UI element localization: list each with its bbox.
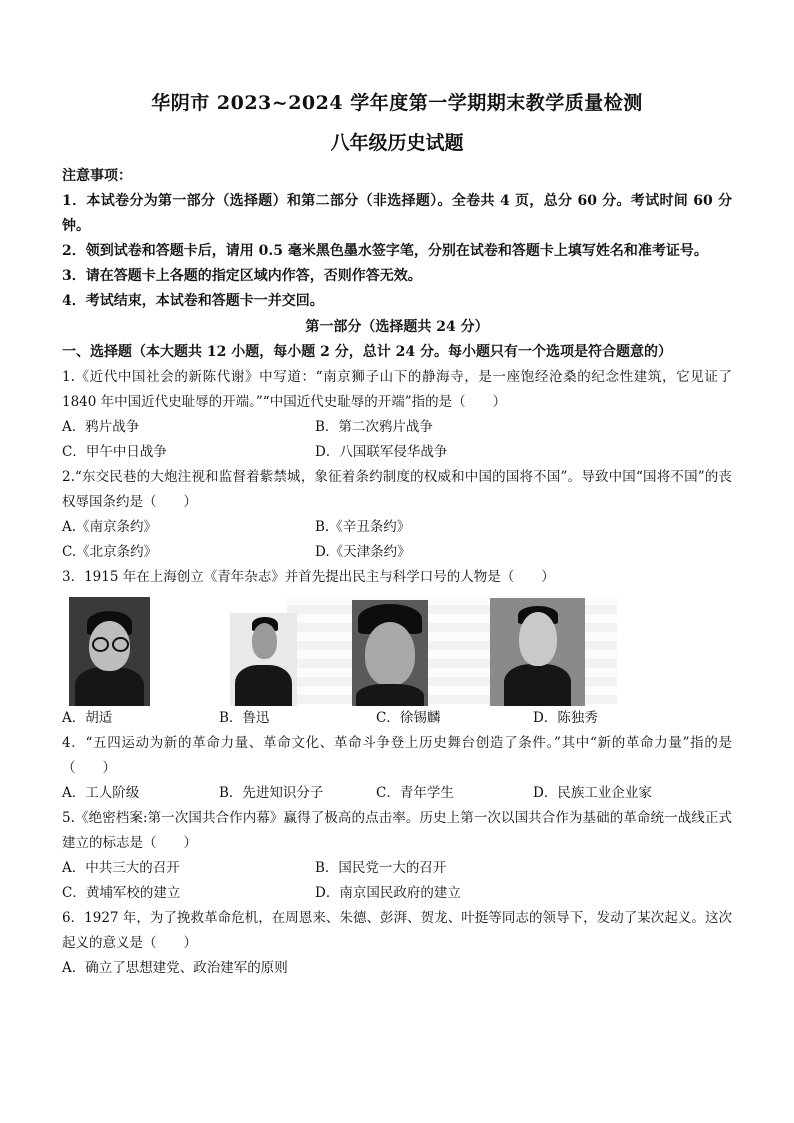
exam-subtitle: 八年级历史试题 — [330, 132, 464, 154]
question-2-stem: 2.“东交民巷的大炮注视和监督着紫禁城，象征着条约制度的权威和中国的国将不国”。导致中国“国将不国”的丧权辱国条约是（ ） — [62, 469, 732, 510]
option-c: C．徐锡麟 — [376, 710, 441, 726]
option-d: D．八国联军侵华战争 — [315, 444, 448, 460]
note-item: 1．本试卷分为第一部分（选择题）和第二部分（非选择题）。全卷共 4 页，总分 60 分。考试时间 60 分钟。 — [62, 193, 732, 234]
option-c: C．甲午中日战争 — [62, 444, 167, 460]
portrait-photo-a — [69, 597, 150, 706]
question-4-stem: 4．“五四运动为新的革命力量、革命文化、革命斗争登上历史舞台创造了条件。”其中“新的革命力量”指的是（ ） — [62, 735, 732, 776]
option-b: B．国民党一大的召开 — [315, 860, 447, 876]
option-c: C．青年学生 — [376, 785, 454, 801]
portrait-photo-d — [490, 598, 585, 706]
question-6-stem: 6．1927 年，为了挽救革命危机，在周恩来、朱德、彭湃、贺龙、叶挺等同志的领导下，发动了某次起义。这次起义的意义是（ ） — [62, 910, 732, 951]
option-a: A．鸦片战争 — [62, 419, 140, 435]
question-2-options — [62, 515, 732, 565]
portrait-photos — [62, 594, 732, 706]
question-1-stem: 1.《近代中国社会的新陈代谢》中写道：“南京狮子山下的静海寺，是一座饱经沧桑的纪念性建筑，它见证了 1840 年中国近代史耻辱的开端。”“中国近代史耻辱的开端”指的是（ ） — [62, 369, 732, 410]
option-b: B.《辛丑条约》 — [315, 519, 411, 535]
question-4-options — [62, 781, 732, 806]
option-a: A．中共三大的召开 — [62, 860, 180, 876]
option-d: D．陈独秀 — [533, 710, 598, 726]
option-a: A．胡适 — [62, 710, 113, 726]
option-c: C.《北京条约》 — [62, 544, 158, 560]
option-a: A．工人阶级 — [62, 785, 140, 801]
question-6-options — [62, 956, 732, 981]
note-item: 3．请在答题卡上各题的指定区域内作答，否则作答无效。 — [62, 268, 422, 284]
section-heading: 一、选择题（本大题共 12 小题，每小题 2 分，总计 24 分。每小题只有一个选项是符合题意的） — [62, 344, 672, 360]
part1-heading: 第一部分（选择题共 24 分） — [305, 319, 489, 335]
question-1-options — [62, 415, 732, 465]
notes-heading: 注意事项： — [62, 168, 132, 184]
question-5-options — [62, 856, 732, 906]
note-item: 4．考试结束，本试卷和答题卡一并交回。 — [62, 293, 324, 309]
option-d: D.《天津条约》 — [315, 544, 411, 560]
question-5-stem: 5.《绝密档案:第一次国共合作内幕》赢得了极高的点击率。历史上第一次以国共合作为基础的革命统一战线正式建立的标志是（ ） — [62, 810, 732, 851]
portrait-photo-c — [352, 600, 428, 706]
option-c: C．黄埔军校的建立 — [62, 885, 181, 901]
option-b: B．第二次鸦片战争 — [315, 419, 433, 435]
option-b: B．鲁迅 — [219, 710, 270, 726]
question-3-stem: 3．1915 年在上海创立《青年杂志》并首先提出民主与科学口号的人物是（ ） — [62, 569, 555, 585]
option-a: A．确立了思想建党、政治建军的原则 — [62, 960, 288, 976]
question-3-options — [62, 706, 732, 731]
exam-page — [62, 78, 732, 981]
option-d: D．南京国民政府的建立 — [315, 885, 461, 901]
option-d: D．民族工业企业家 — [533, 785, 652, 801]
note-item: 2．领到试卷和答题卡后，请用 0.5 毫米黑色墨水签字笔，分别在试卷和答题卡上填写姓名和准考证号。 — [62, 243, 708, 259]
exam-title: 华阴市 2023~2024 学年度第一学期期末教学质量检测 — [151, 92, 643, 114]
portrait-photo-b — [230, 613, 297, 706]
option-b: B．先进知识分子 — [219, 785, 324, 801]
option-a: A.《南京条约》 — [62, 519, 158, 535]
